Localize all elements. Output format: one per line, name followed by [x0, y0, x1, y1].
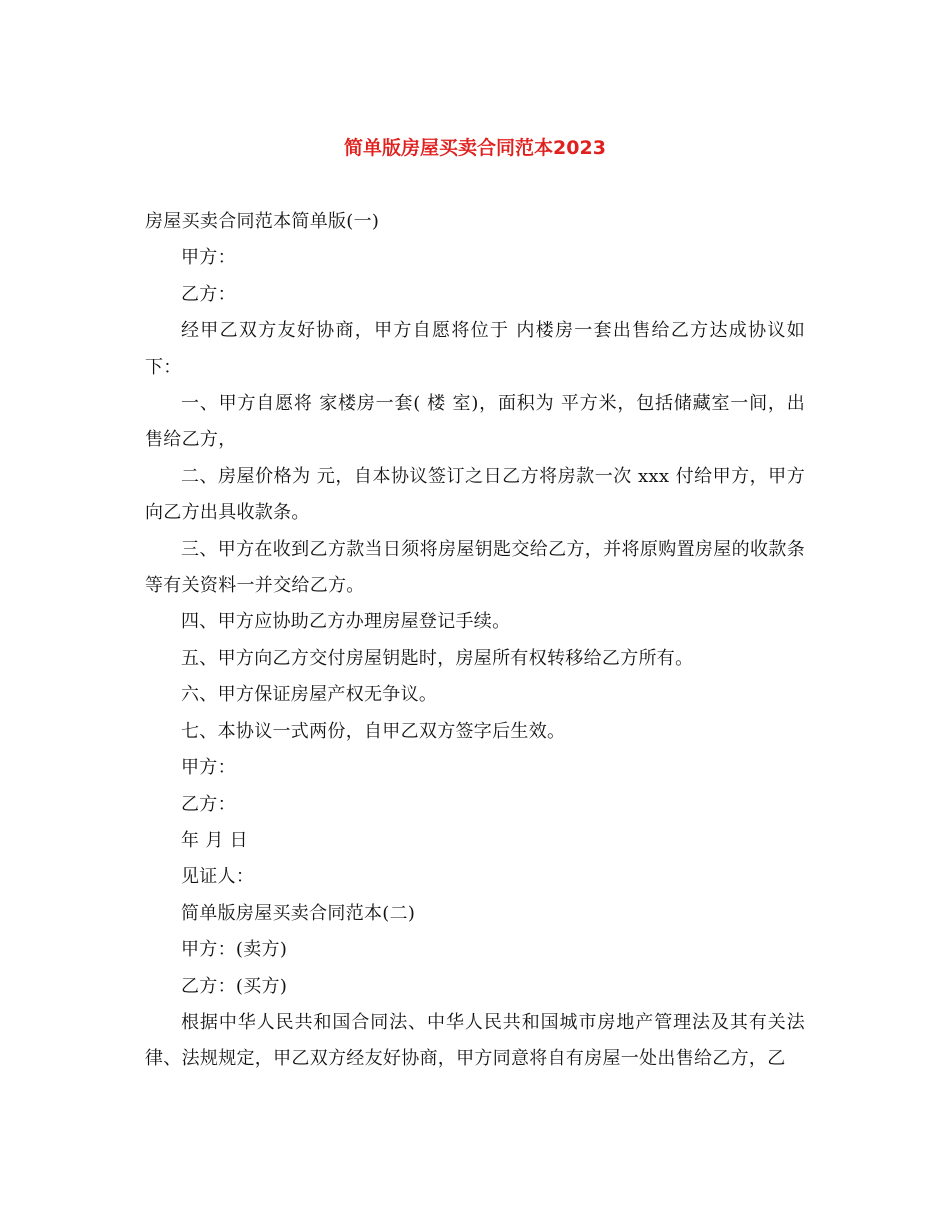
agreement-intro: 经甲乙双方友好协商，甲方自愿将位于 内楼房一套出售给乙方达成协议如下：: [145, 320, 805, 378]
section-heading-2: 简单版房屋买卖合同范本(二): [181, 902, 416, 924]
party-a-line: 甲方：: [181, 247, 236, 269]
section-heading: 房屋买卖合同范本简单版(一): [145, 211, 380, 232]
legal-basis-paragraph: 根据中华人民共和国合同法、中华人民共和国城市房地产管理法及其有关法律、法规规定，甲乙双方经友好协商，甲方同意将自有房屋一处出售给乙方，乙: [145, 1011, 805, 1070]
party-b-line: 乙方：: [181, 283, 236, 305]
clause-4: 四、甲方应协助乙方办理房屋登记手续。: [181, 611, 511, 633]
buyer-line: 乙方：(买方): [181, 975, 288, 997]
signature-party-b: 乙方：: [181, 793, 236, 815]
clause-6: 六、甲方保证房屋产权无争议。: [181, 684, 438, 706]
witness-line: 见证人：: [181, 866, 255, 888]
seller-line: 甲方：(卖方): [181, 939, 288, 961]
clause-2: 二、房屋价格为 元，自本协议签订之日乙方将房款一次 xxx 付给甲方，甲方向乙方出具收款条。: [145, 465, 805, 524]
clause-1: 一、甲方自愿将 家楼房一套( 楼 室)，面积为 平方米，包括储藏室一间，出售给乙方，: [145, 393, 805, 451]
document-title: 简单版房屋买卖合同范本2023: [344, 137, 606, 159]
clause-3: 三、甲方在收到乙方款当日须将房屋钥匙交给乙方，并将原购置房屋的收款条等有关资料一并交给乙方。: [145, 538, 805, 597]
document-body: [145, 204, 805, 1078]
signature-date: 年 月 日: [181, 829, 248, 851]
clause-7: 七、本协议一式两份，自甲乙双方签字后生效。: [181, 720, 566, 742]
clause-5: 五、甲方向乙方交付房屋钥匙时，房屋所有权转移给乙方所有。: [181, 647, 694, 669]
signature-party-a: 甲方：: [181, 757, 236, 779]
